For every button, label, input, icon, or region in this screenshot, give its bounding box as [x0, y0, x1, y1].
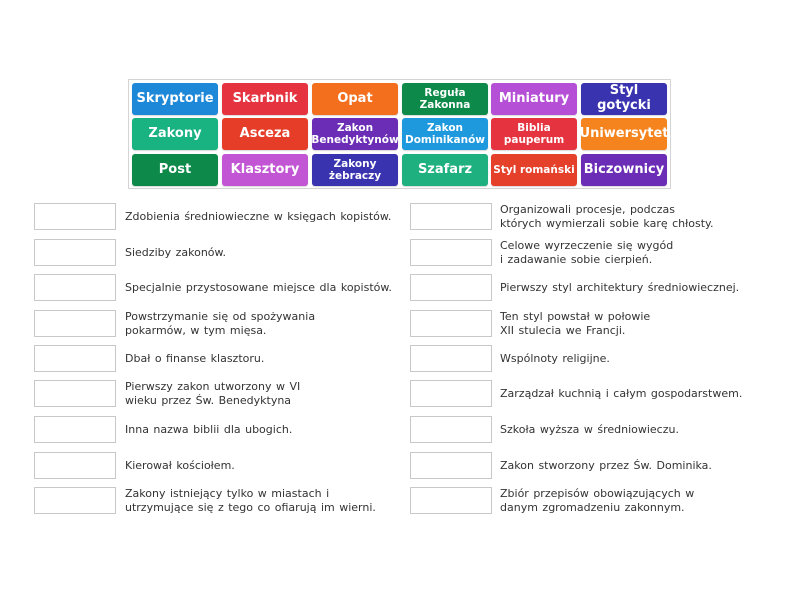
answer-tile[interactable]: Biblia pauperum	[491, 118, 577, 150]
answer-tile[interactable]: Uniwersytet	[581, 118, 667, 150]
drop-box[interactable]	[410, 416, 492, 443]
drop-box[interactable]	[410, 452, 492, 479]
drop-box[interactable]	[34, 380, 116, 407]
answer-tile[interactable]: Zakony żebraczy	[312, 154, 398, 186]
drop-box[interactable]	[34, 310, 116, 337]
drop-box[interactable]	[34, 274, 116, 301]
clue-text: Inna nazwa biblii dla ubogich.	[125, 423, 293, 436]
clue-text: Organizowali procesje, podczas których wymierzali sobie karę chłosty.	[500, 203, 714, 230]
clue-text: Specjalnie przystosowane miejsce dla kopistów.	[125, 281, 392, 294]
drop-box[interactable]	[410, 274, 492, 301]
drop-box[interactable]	[34, 452, 116, 479]
drop-box[interactable]	[34, 239, 116, 266]
clue-text: Zakon stworzony przez Św. Dominika.	[500, 459, 712, 472]
drop-box[interactable]	[410, 380, 492, 407]
clue-text: Szkoła wyższa w średniowieczu.	[500, 423, 679, 436]
drop-box[interactable]	[34, 487, 116, 514]
drop-box[interactable]	[34, 345, 116, 372]
answer-tile[interactable]: Opat	[312, 83, 398, 115]
answer-tile[interactable]: Miniatury	[491, 83, 577, 115]
drop-box[interactable]	[410, 203, 492, 230]
answer-tile[interactable]: Klasztory	[222, 154, 308, 186]
clue-text: Zakony istniejący tylko w miastach i utrzymujące się z tego co ofiarują im wierni.	[125, 487, 376, 514]
answer-tile[interactable]: Skryptorie	[132, 83, 218, 115]
answer-tile[interactable]: Post	[132, 154, 218, 186]
answer-tile[interactable]: Reguła Zakonna	[402, 83, 488, 115]
drop-box[interactable]	[34, 416, 116, 443]
drop-box[interactable]	[34, 203, 116, 230]
clue-text: Siedziby zakonów.	[125, 246, 227, 259]
clue-text: Dbał o finanse klasztoru.	[125, 352, 265, 365]
answer-tile[interactable]: Styl gotycki	[581, 83, 667, 115]
answer-tile[interactable]: Szafarz	[402, 154, 488, 186]
clue-text: Powstrzymanie się od spożywania pokarmów, w tym mięsa.	[125, 310, 316, 337]
answer-tile[interactable]: Biczownicy	[581, 154, 667, 186]
answer-tile[interactable]: Zakon Dominikanów	[402, 118, 488, 150]
answer-tile[interactable]: Zakon Benedyktynów	[312, 118, 398, 150]
answer-tile[interactable]: Zakony	[132, 118, 218, 150]
clue-text: Ten styl powstał w połowie XII stulecia we Francji.	[500, 310, 651, 337]
answer-tile[interactable]: Styl romański	[491, 154, 577, 186]
drop-box[interactable]	[410, 345, 492, 372]
answer-tile[interactable]: Asceza	[222, 118, 308, 150]
clue-text: Pierwszy zakon utworzony w VI wieku przez Św. Benedyktyna	[125, 380, 301, 407]
answer-tile[interactable]: Skarbnik	[222, 83, 308, 115]
clue-text: Pierwszy styl architektury średniowiecznej.	[500, 281, 740, 294]
clue-text: Zarządzał kuchnią i całym gospodarstwem.	[500, 387, 743, 400]
clue-text: Celowe wyrzeczenie się wygód i zadawanie sobie cierpień.	[500, 239, 674, 266]
clue-text: Wspólnoty religijne.	[500, 352, 610, 365]
clue-text: Zdobienia średniowieczne w księgach kopistów.	[125, 210, 392, 223]
clue-text: Zbiór przepisów obowiązujących w danym zgromadzeniu zakonnym.	[500, 487, 695, 514]
drop-box[interactable]	[410, 239, 492, 266]
drop-box[interactable]	[410, 310, 492, 337]
clue-text: Kierował kościołem.	[125, 459, 235, 472]
drop-box[interactable]	[410, 487, 492, 514]
